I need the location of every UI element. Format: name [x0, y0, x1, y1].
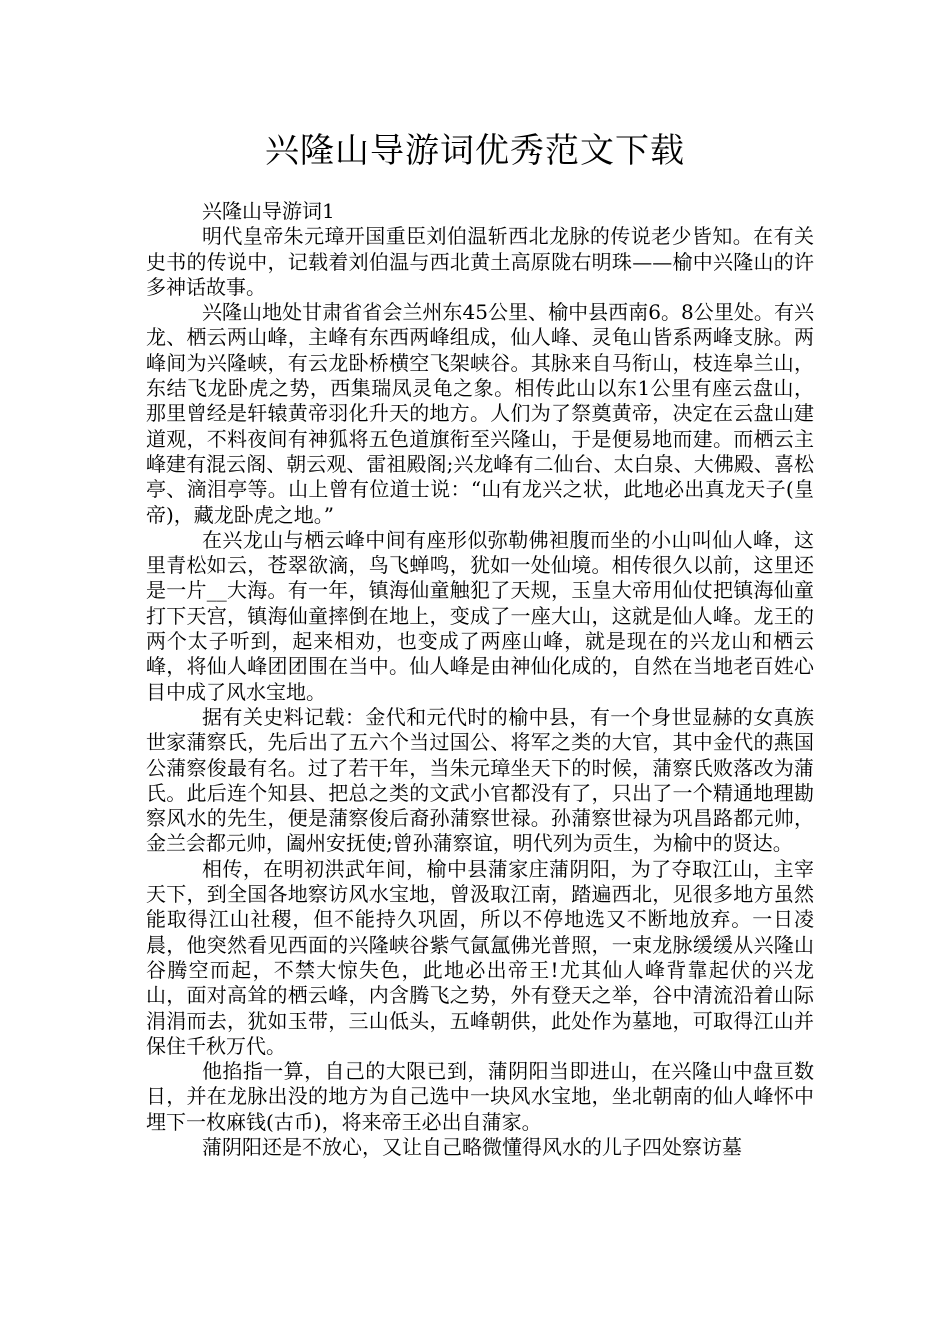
paragraph: 据有关史料记载：金代和元代时的榆中县，有一个身世显赫的女真族世家蒲察氏，先后出了五六个当过国公、将军之类的大官，其中金代的燕国公蒲察俊最有名。过了若干年，当朱元璋坐天下的时候，蒲察氏败落改为蒲氏。此后连个知县、把总之类的文武小官都没有了，只出了一个精通地理勘察风水的先生，便是蒲察俊后裔孙蒲察世禄。孙蒲察世禄为巩昌路都元帅，金兰会都元帅，阖州安抚使;曾孙蒲察谊，明代列为贡生，为榆中的贤达。 — [146, 704, 814, 856]
paragraph: 他掐指一算，自己的大限已到，蒲阴阳当即进山，在兴隆山中盘亘数日，并在龙脉出没的地方为自己选中一块风水宝地，坐北朝南的仙人峰怀中埋下一枚麻钱(古币)，将来帝王必出自蒲家。 — [146, 1059, 814, 1134]
section-heading: 兴隆山导游词1 — [202, 199, 335, 223]
document-body — [146, 199, 814, 1160]
document-title: 兴隆山导游词优秀范文下载 — [265, 131, 685, 171]
paragraph: 蒲阴阳还是不放心，又让自己略微懂得风水的儿子四处察访墓 — [202, 1134, 742, 1159]
paragraph: 明代皇帝朱元璋开国重臣刘伯温斩西北龙脉的传说老少皆知。在有关史书的传说中，记载着刘伯温与西北黄土高原陇右明珠——榆中兴隆山的许多神话故事。 — [146, 224, 814, 299]
paragraph: 兴隆山地处甘肃省省会兰州东45公里、榆中县西南6。8公里处。有兴龙、栖云两山峰，主峰有东西两峰组成，仙人峰、灵龟山皆系两峰支脉。两峰间为兴隆峡，有云龙卧桥横空飞架峡谷。其脉来自马衔山，枝连皋兰山，东结飞龙卧虎之势，西集瑞凤灵龟之象。相传此山以东1公里有座云盘山，那里曾经是轩辕黄帝羽化升天的地方。人们为了祭奠黄帝，决定在云盘山建道观，不料夜间有神狐将五色道旗衔至兴隆山，于是便易地而建。而栖云主峰建有混云阁、朝云观、雷祖殿阁;兴龙峰有二仙台、太白泉、大佛殿、喜松亭、滴泪亭等。山上曾有位道士说：“山有龙兴之状，此地必出真龙天子(皇帝)，藏龙卧虎之地。” — [146, 300, 814, 527]
paragraph: 在兴龙山与栖云峰中间有座形似弥勒佛袒腹而坐的小山叫仙人峰，这里青松如云，苍翠欲滴，鸟飞蝉鸣，犹如一处仙境。相传很久以前，这里还是一片__大海。有一年，镇海仙童触犯了天规，玉皇大帝用仙仗把镇海仙童打下天宫，镇海仙童摔倒在地上，变成了一座大山，这就是仙人峰。龙王的两个太子听到，起来相劝，也变成了两座山峰，就是现在的兴龙山和栖云峰，将仙人峰团团围在当中。仙人峰是由神仙化成的，自然在当地老百姓心目中成了风水宝地。 — [146, 527, 814, 704]
paragraph: 相传，在明初洪武年间，榆中县蒲家庄蒲阴阳，为了夺取江山，主宰天下，到全国各地察访风水宝地，曾汲取江南，踏遍西北，见很多地方虽然能取得江山社稷，但不能持久巩固，所以不停地选又不断地放弃。一日凌晨，他突然看见西面的兴隆峡谷紫气氤氲佛光普照，一束龙脉缓缓从兴隆山谷腾空而起，不禁大惊失色，此地必出帝王!尤其仙人峰背靠起伏的兴龙山，面对高耸的栖云峰，内含腾飞之势，外有登天之举，谷中清流沿着山际涓涓而去，犹如玉带，三山低头，五峰朝供，此处作为墓地，可取得江山并保住千秋万代。 — [146, 856, 814, 1058]
